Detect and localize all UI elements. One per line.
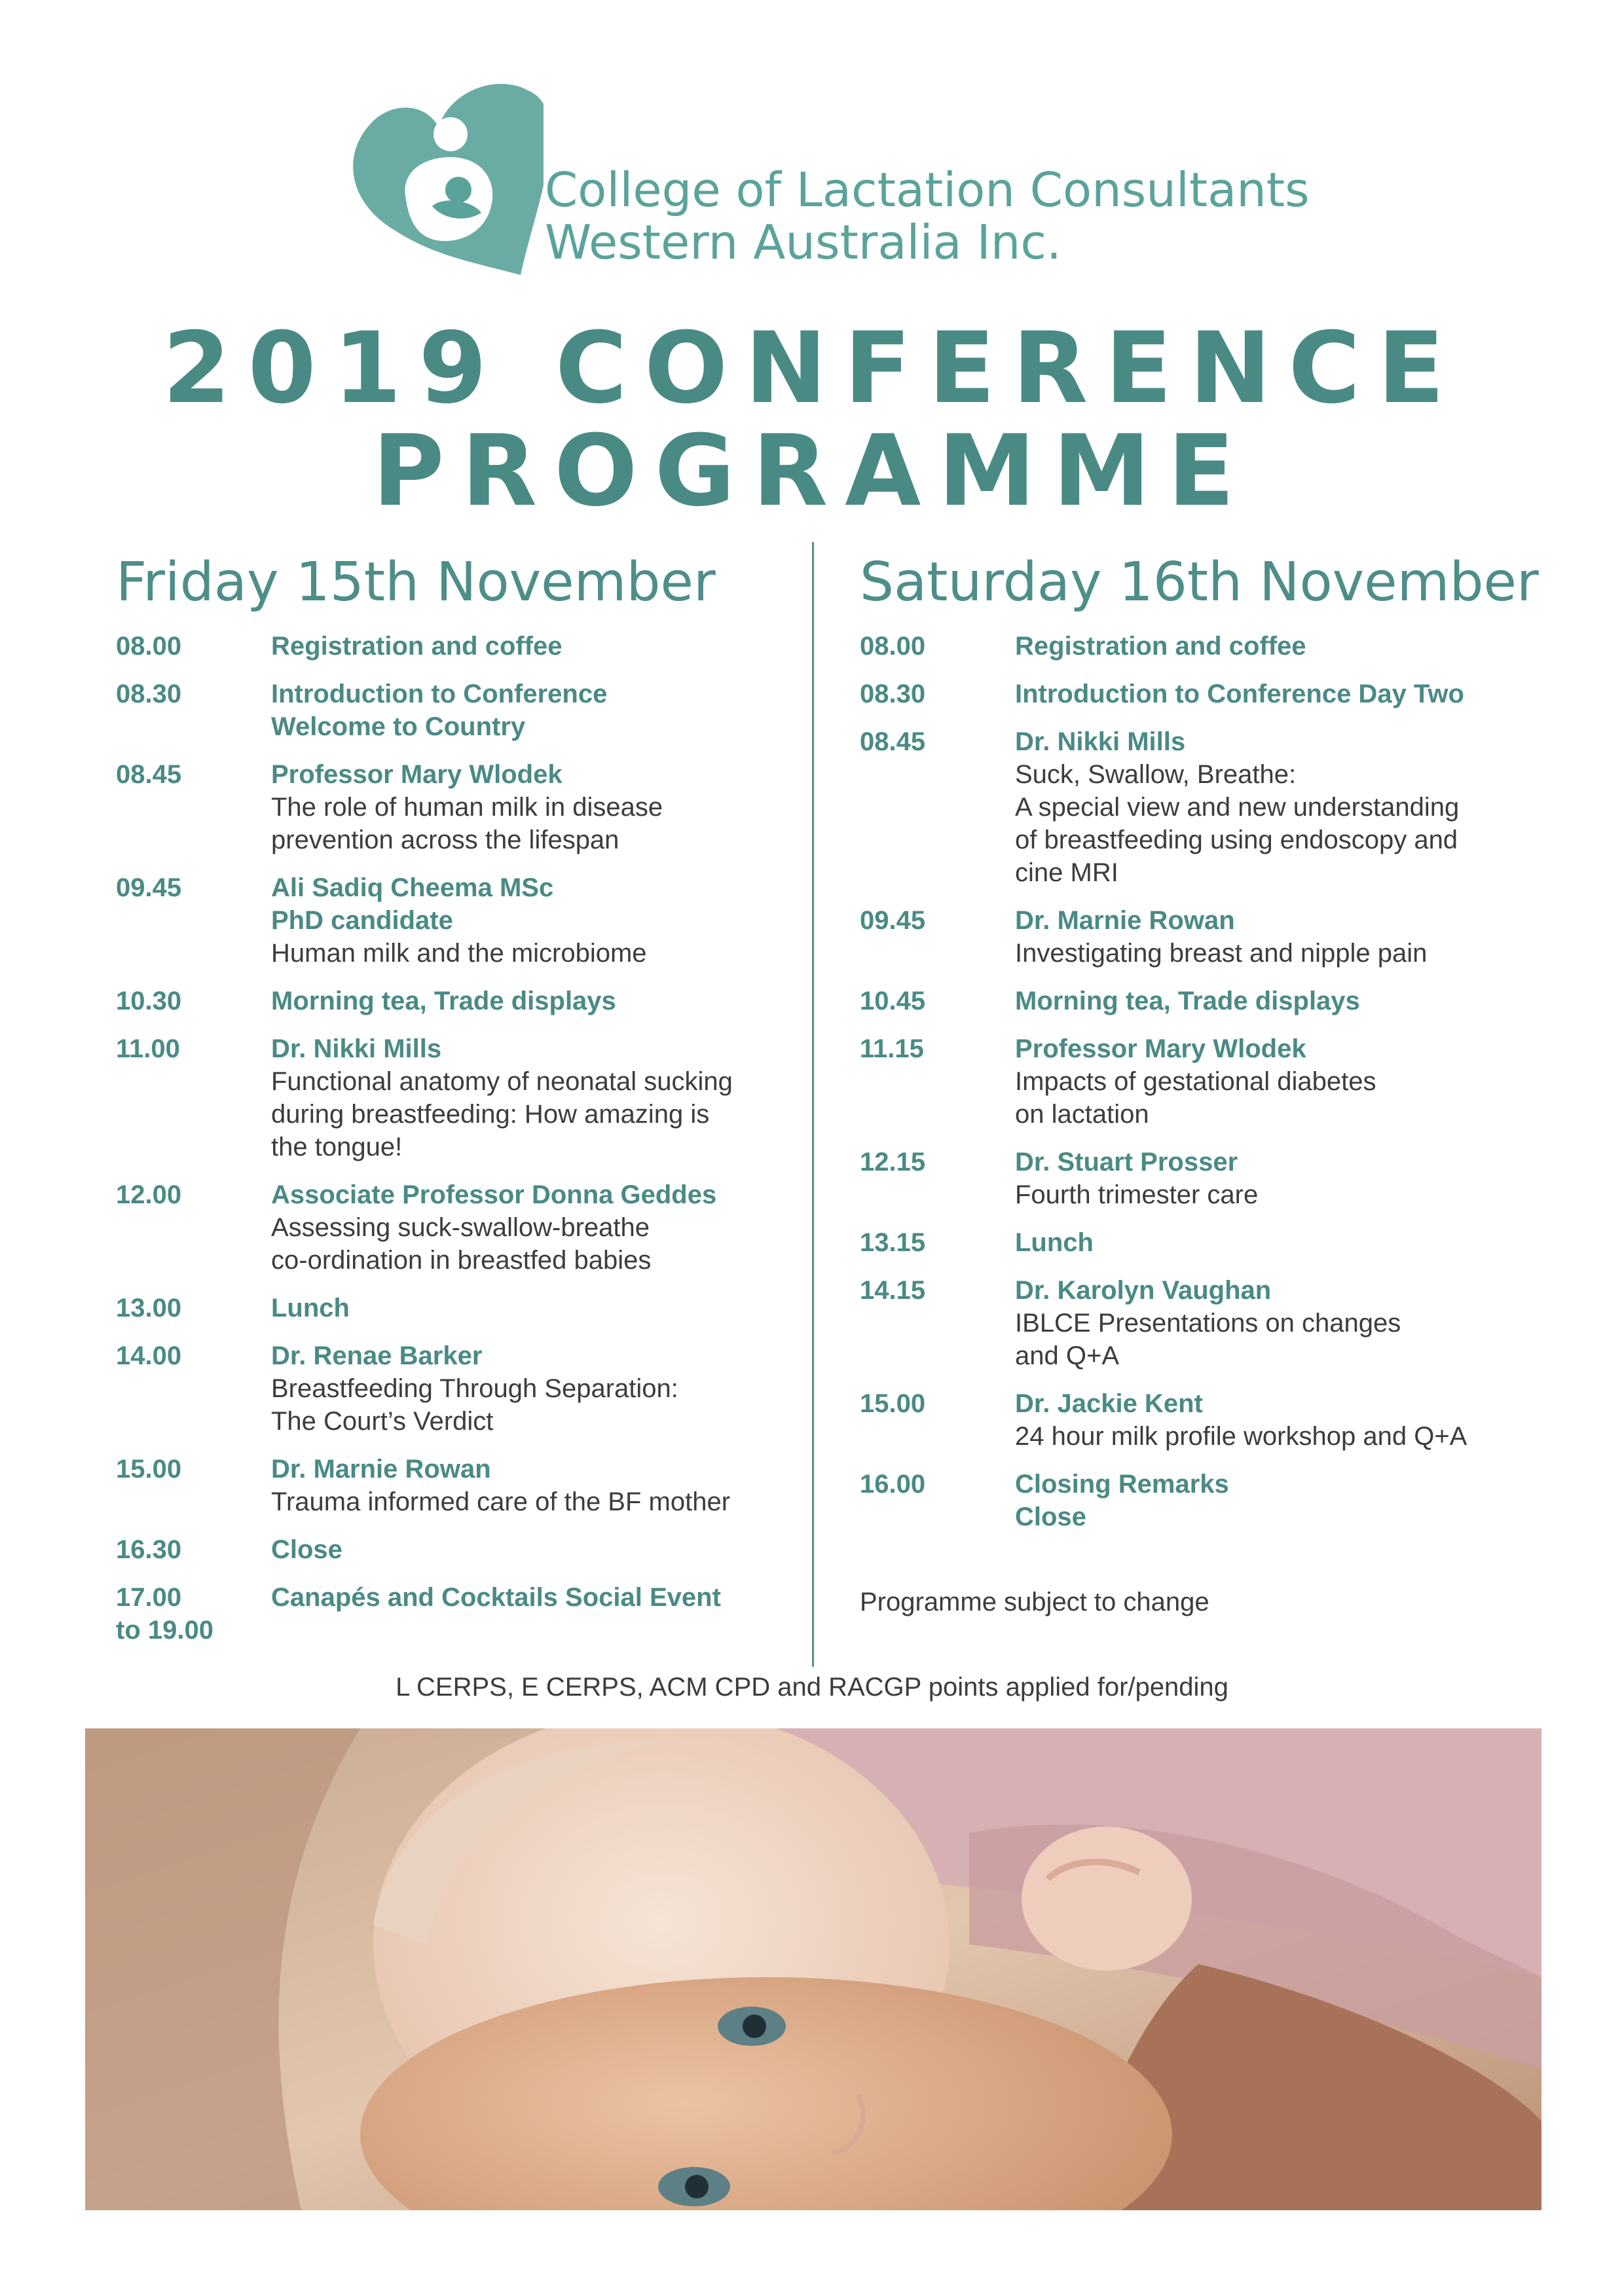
session-time: 13.00 xyxy=(116,1294,182,1322)
session-title: Closing Remarks Close xyxy=(1015,1470,1229,1531)
session-title: Professor Mary Wlodek xyxy=(271,760,563,789)
schedule-item xyxy=(116,1533,817,1566)
session-time: 15.00 xyxy=(116,1455,182,1484)
session-title: Dr. Renae Barker xyxy=(271,1341,483,1370)
session-description: Impacts of gestational diabetes on lactation xyxy=(1015,1067,1376,1129)
friday-schedule xyxy=(116,630,817,1645)
schedule-item xyxy=(116,678,817,743)
session-title: Morning tea, Trade displays xyxy=(271,987,616,1015)
schedule-item xyxy=(116,1292,817,1324)
session-title: Dr. Marnie Rowan xyxy=(271,1455,491,1484)
session-title: Dr. Marnie Rowan xyxy=(1015,906,1235,935)
schedule-item xyxy=(860,630,1560,663)
session-time: 14.00 xyxy=(116,1341,182,1370)
session-time: 08.45 xyxy=(860,727,926,756)
session-time: 16.30 xyxy=(116,1535,182,1564)
schedule-item xyxy=(860,725,1560,889)
page-title-line2: PROGRAMME xyxy=(372,414,1252,528)
session-title: Associate Professor Donna Geddes xyxy=(271,1180,717,1209)
session-description: Suck, Swallow, Breathe: A special view and new understanding of breastfeeding using endoscopy and cine MRI xyxy=(1015,760,1460,887)
session-title: Dr. Karolyn Vaughan xyxy=(1015,1276,1272,1305)
session-title: Lunch xyxy=(1015,1228,1094,1257)
session-title: Professor Mary Wlodek xyxy=(1015,1034,1306,1063)
session-time: 12.00 xyxy=(116,1180,182,1209)
session-description: Functional anatomy of neonatal sucking during breastfeeding: How amazing is the tongue! xyxy=(271,1067,733,1161)
session-time: 10.30 xyxy=(116,987,182,1015)
programme-note: Programme subject to change xyxy=(860,1588,1209,1616)
page-title-line1: 2019 CONFERENCE xyxy=(162,312,1462,426)
session-title: Dr. Stuart Prosser xyxy=(1015,1148,1238,1176)
schedule-item xyxy=(116,1178,817,1277)
session-title: Lunch xyxy=(271,1294,350,1322)
session-time: 16.00 xyxy=(860,1470,926,1499)
schedule-item xyxy=(116,1339,817,1438)
session-title: Ali Sadiq Cheema MSc PhD candidate xyxy=(271,873,554,935)
schedule-item xyxy=(116,1032,817,1163)
session-description: Fourth trimester care xyxy=(1015,1180,1259,1209)
schedule-item xyxy=(116,985,817,1017)
session-time: 08.30 xyxy=(116,680,182,708)
organisation-name-line1: College of Lactation Consultants xyxy=(545,162,1310,217)
breastfeeding-baby-photo xyxy=(85,1728,1541,2210)
schedule-item xyxy=(860,1032,1560,1131)
schedule-item xyxy=(860,904,1560,970)
session-description: Assessing suck-swallow-breathe co-ordination in breastfed babies xyxy=(271,1213,652,1275)
session-time: 08.00 xyxy=(860,632,926,661)
session-description: Breastfeeding Through Separation: The Court’s Verdict xyxy=(271,1374,678,1436)
cpd-points-note: L CERPS, E CERPS, ACM CPD and RACGP points applied for/pending xyxy=(396,1673,1228,1702)
session-title: Introduction to Conference Welcome to Country xyxy=(271,680,608,741)
session-time: 09.45 xyxy=(860,906,926,935)
session-description: IBLCE Presentations on changes and Q+A xyxy=(1015,1309,1401,1370)
schedule-item xyxy=(116,1453,817,1518)
friday-heading: Friday 15th November xyxy=(116,551,716,613)
session-time: 08.30 xyxy=(860,680,926,708)
session-title: Introduction to Conference Day Two xyxy=(1015,680,1464,708)
logo-icon xyxy=(334,65,544,275)
session-description: The role of human milk in disease prevention across the lifespan xyxy=(271,793,663,854)
session-title: Dr. Nikki Mills xyxy=(271,1034,442,1063)
schedule-item xyxy=(860,678,1560,710)
session-title: Dr. Jackie Kent xyxy=(1015,1389,1203,1418)
schedule-item xyxy=(116,630,817,663)
session-title: Dr. Nikki Mills xyxy=(1015,727,1186,756)
schedule-item xyxy=(116,758,817,856)
schedule-item xyxy=(116,871,817,970)
organisation-name-line2: Western Australia Inc. xyxy=(545,215,1061,270)
session-time: 14.15 xyxy=(860,1276,926,1305)
schedule-item xyxy=(860,1226,1560,1259)
schedule-item xyxy=(860,1274,1560,1372)
session-title: Canapés and Cocktails Social Event xyxy=(271,1583,721,1612)
session-title: Close xyxy=(271,1535,342,1564)
schedule-item xyxy=(860,1387,1560,1453)
session-description: Trauma informed care of the BF mother xyxy=(271,1487,731,1516)
session-time: 17.00 to 19.00 xyxy=(116,1583,213,1645)
schedule-item xyxy=(860,1468,1560,1533)
session-title: Registration and coffee xyxy=(271,632,563,661)
session-time: 13.15 xyxy=(860,1228,926,1257)
session-title: Registration and coffee xyxy=(1015,632,1306,661)
session-description: Human milk and the microbiome xyxy=(271,939,647,968)
session-description: Investigating breast and nipple pain xyxy=(1015,939,1428,968)
schedule-item xyxy=(860,1146,1560,1211)
session-time: 10.45 xyxy=(860,987,926,1015)
schedule-item xyxy=(860,985,1560,1017)
session-description: 24 hour milk profile workshop and Q+A xyxy=(1015,1422,1467,1451)
session-title: Morning tea, Trade displays xyxy=(1015,987,1360,1015)
session-time: 12.15 xyxy=(860,1148,926,1176)
saturday-heading: Saturday 16th November xyxy=(860,551,1539,613)
session-time: 15.00 xyxy=(860,1389,926,1418)
session-time: 11.00 xyxy=(116,1034,180,1063)
session-time: 08.45 xyxy=(116,760,182,789)
session-time: 08.00 xyxy=(116,632,182,661)
session-time: 09.45 xyxy=(116,873,182,902)
saturday-schedule xyxy=(860,630,1560,1548)
session-time: 11.15 xyxy=(860,1034,924,1063)
schedule-item xyxy=(116,1581,817,1645)
